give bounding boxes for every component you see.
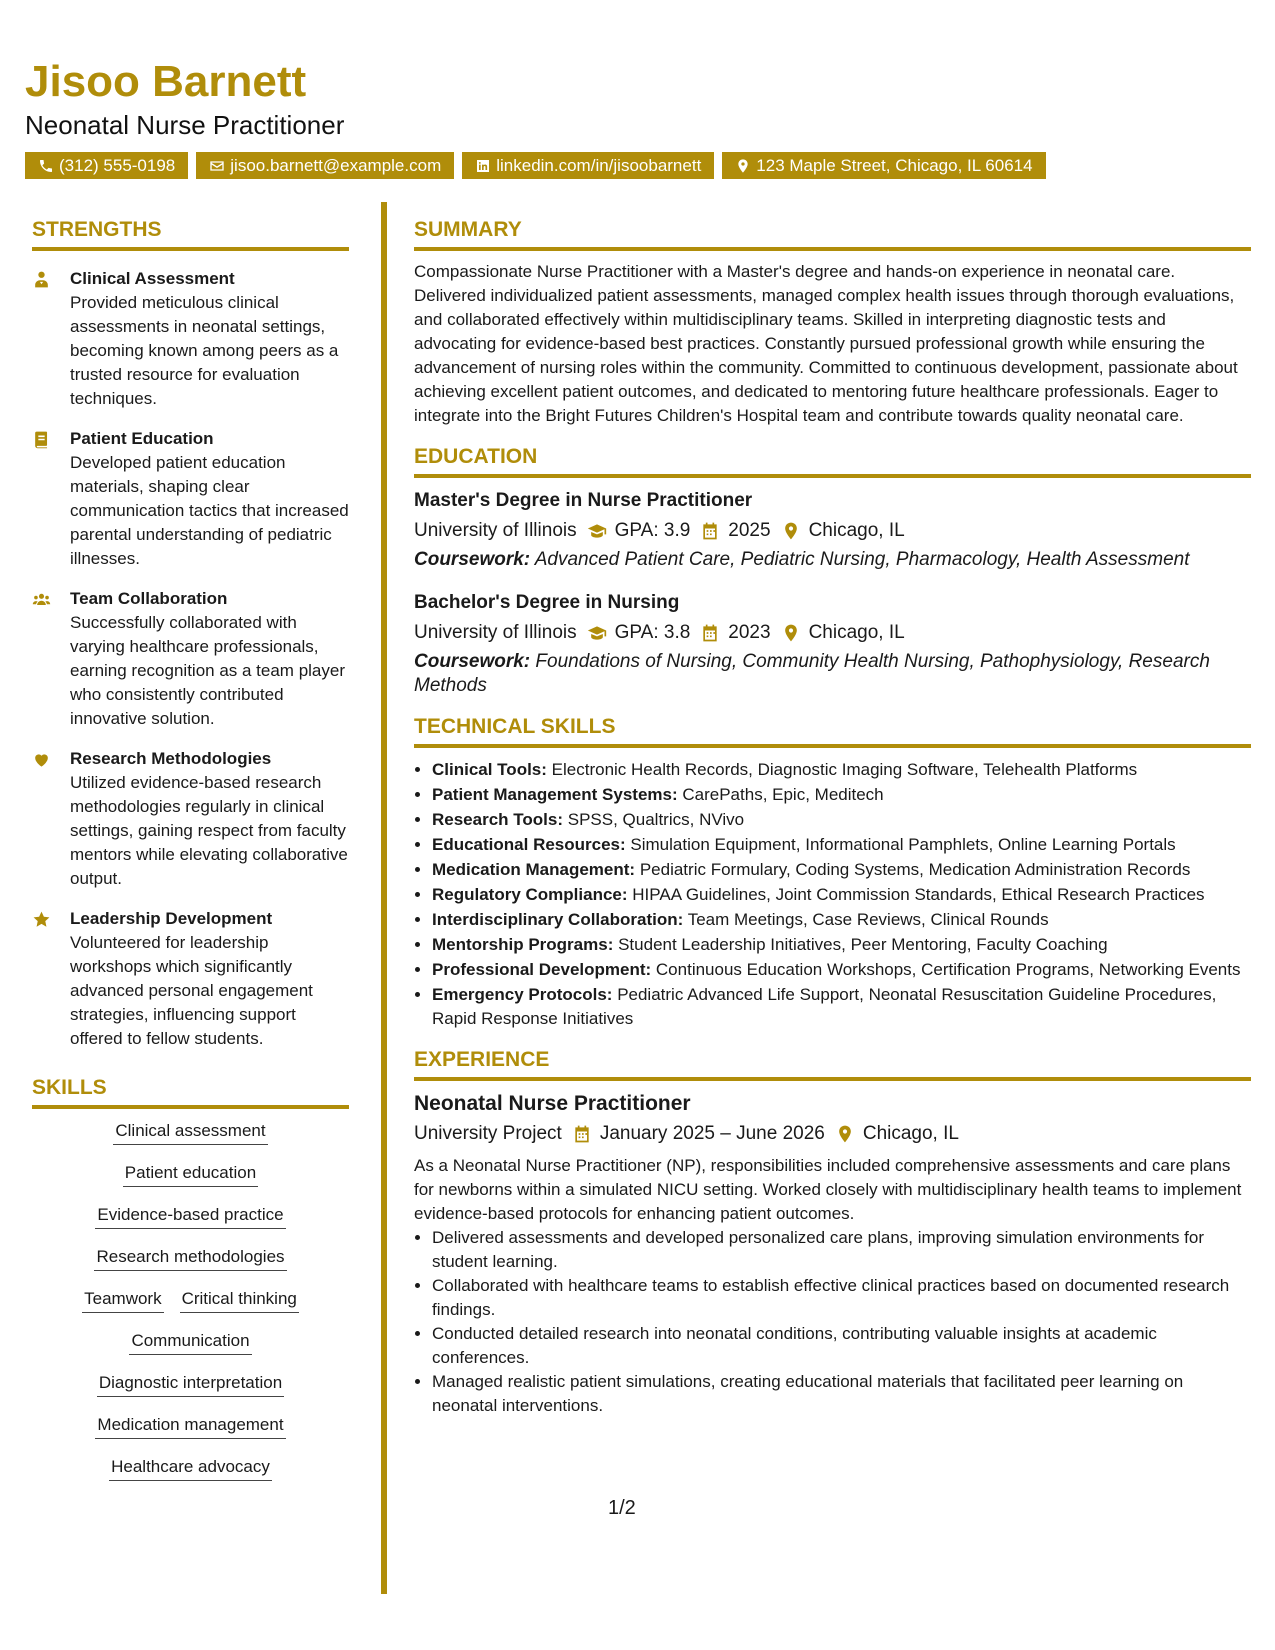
contact-email[interactable]: [196, 152, 454, 179]
skill-values: Continuous Education Workshops, Certification Programs, Networking Events: [655, 960, 1241, 980]
skills-list: [32, 1121, 349, 1481]
strength-item: [32, 587, 349, 731]
strength-desc: Volunteered for leadership workshops which significantly advanced personal engagement strategies, influencing support offered to fellow students.: [70, 933, 313, 1049]
degree-title: Bachelor's Degree in Nursing: [414, 592, 680, 614]
map-pin-icon: [781, 521, 801, 541]
skill-values: Electronic Health Records, Diagnostic Imaging Software, Telehealth Platforms: [551, 760, 1138, 780]
education-meta: [414, 619, 1251, 647]
strength-item: [32, 427, 349, 571]
page-number: 1/2: [608, 1497, 636, 1519]
job-location: Chicago, IL: [862, 1123, 959, 1145]
skill-values: CarePaths, Epic, Meditech: [682, 785, 884, 805]
list-item: [432, 758, 1251, 782]
column-divider: [381, 202, 387, 1594]
contact-phone-text: (312) 555-0198: [59, 155, 176, 175]
skill-category: Professional Development:: [432, 960, 652, 980]
degree-title: Master's Degree in Nurse Practitioner: [414, 490, 753, 512]
right-column: [414, 218, 1251, 1418]
organization: University Project: [414, 1123, 562, 1145]
candidate-role: Neonatal Nurse Practitioner: [25, 110, 345, 140]
strength-desc: Provided meticulous clinical assessments in neonatal settings, becoming known among peers as a trusted resource for evaluation techniques.: [70, 293, 339, 409]
skill-category: Emergency Protocols:: [432, 985, 613, 1005]
skill-category: Medication Management:: [432, 860, 636, 880]
school-location: Chicago, IL: [808, 520, 905, 542]
graduation-year: 2025: [728, 520, 771, 542]
skill-category: Regulatory Compliance:: [432, 885, 628, 905]
experience-heading: EXPERIENCE: [414, 1048, 1251, 1081]
strength-title: Patient Education: [70, 429, 214, 449]
coursework-list: Foundations of Nursing, Community Health Nursing, Pathophysiology, Research Methods: [414, 651, 1210, 697]
strength-item: [32, 907, 349, 1051]
skill-values: Pediatric Advanced Life Support, Neonatal Resuscitation Guideline Procedures, Rapid Response Initiatives: [432, 985, 1217, 1029]
list-item: [432, 933, 1251, 957]
skill-values: Simulation Equipment, Informational Pamphlets, Online Learning Portals: [630, 835, 1176, 855]
candidate-name: Jisoo Barnett: [25, 57, 307, 106]
skills-heading: SKILLS: [32, 1076, 349, 1109]
graduation-year: 2023: [728, 622, 771, 644]
calendar-icon: [572, 1124, 592, 1144]
list-item: [432, 908, 1251, 932]
job-dates: January 2025 – June 2026: [599, 1123, 825, 1145]
skill-tag: Teamwork: [82, 1289, 163, 1313]
technical-skills-list: [414, 758, 1251, 1031]
calendar-icon: [700, 623, 720, 643]
education-entry: [414, 488, 1251, 572]
skill-category: Interdisciplinary Collaboration:: [432, 910, 684, 930]
linkedin-icon: [475, 158, 491, 174]
skill-tag: Diagnostic interpretation: [97, 1373, 284, 1397]
list-item: [432, 833, 1251, 857]
graduation-cap-icon: [587, 521, 607, 541]
job-bullets: [414, 1226, 1251, 1418]
gpa: GPA: 3.8: [614, 622, 691, 644]
coursework-label: Coursework:: [414, 651, 531, 673]
list-item: [432, 783, 1251, 807]
strengths-heading: STRENGTHS: [32, 218, 349, 251]
skill-category: Educational Resources:: [432, 835, 626, 855]
skill-tag: Communication: [129, 1331, 251, 1355]
strength-item: [32, 267, 349, 411]
skill-category: Clinical Tools:: [432, 760, 547, 780]
contact-phone[interactable]: [25, 152, 188, 179]
school-location: Chicago, IL: [808, 622, 905, 644]
summary-text: Compassionate Nurse Practitioner with a Master's degree and hands-on experience in neonatal care. Delivered individualized patient assessments, managed complex health issues through thorough evaluations, and collaborated effectively within multidisciplinary teams. Skilled in interpreting diagnostic tests and advocating for evidence-based best practices. Constantly pursued professional growth while ensuring the advancement of nursing roles within the community. Committed to continuous development, passionate about achieving excellent patient outcomes, and dedicated to mentoring future healthcare professionals. Eager to integrate into the Bright Futures Children's Hospital team and contribute towards quality neonatal care.: [414, 262, 1238, 426]
graduation-cap-icon: [587, 623, 607, 643]
strength-desc: Developed patient education materials, shaping clear communication tactics that increased parental understanding of pediatric illnesses.: [70, 453, 349, 569]
coursework: [414, 650, 1251, 698]
list-item: • Conducted detailed research into neonatal conditions, contributing valuable insights at academic conferences.: [432, 1322, 1251, 1370]
contact-bar: [25, 152, 1046, 179]
skill-category: Patient Management Systems:: [432, 785, 678, 805]
coursework: [414, 548, 1251, 572]
contact-email-text: jisoo.barnett@example.com: [230, 155, 442, 175]
contact-address-text: 123 Maple Street, Chicago, IL 60614: [756, 155, 1033, 175]
education-heading: EDUCATION: [414, 445, 1251, 478]
users-icon: [32, 590, 51, 609]
list-item: • Delivered assessments and developed personalized care plans, improving simulation environments for student learning.: [432, 1226, 1251, 1274]
technical-skills-heading: TECHNICAL SKILLS: [414, 715, 1251, 748]
skill-tag: Clinical assessment: [113, 1121, 267, 1145]
skill-tag: Evidence-based practice: [95, 1205, 285, 1229]
skill-category: Research Tools:: [432, 810, 564, 830]
contact-address: [722, 152, 1045, 179]
skill-category: Mentorship Programs:: [432, 935, 614, 955]
doctor-icon: [32, 270, 51, 289]
skill-tag: Medication management: [95, 1415, 285, 1439]
list-item: [432, 958, 1251, 982]
experience-entry: [414, 1091, 1251, 1418]
list-item: [432, 808, 1251, 832]
coursework-list: Advanced Patient Care, Pediatric Nursing, Pharmacology, Health Assessment: [534, 549, 1190, 571]
education-meta: [414, 517, 1251, 545]
strength-desc: Utilized evidence-based research methodologies regularly in clinical settings, gaining respect from faculty mentors while elevating collaborative output.: [70, 773, 348, 889]
phone-icon: [38, 158, 54, 174]
skill-values: Student Leadership Initiatives, Peer Mentoring, Faculty Coaching: [618, 935, 1108, 955]
skill-tag: Critical thinking: [180, 1289, 299, 1313]
skill-tag: Research methodologies: [94, 1247, 286, 1271]
heart-icon: [32, 750, 51, 769]
list-item: • Managed realistic patient simulations, creating educational materials that facilitated peer learning on neonatal interventions.: [432, 1370, 1251, 1418]
skill-values: Team Meetings, Case Reviews, Clinical Rounds: [687, 910, 1049, 930]
coursework-label: Coursework:: [414, 549, 531, 571]
map-pin-icon: [735, 158, 751, 174]
skill-values: Pediatric Formulary, Coding Systems, Medication Administration Records: [639, 860, 1191, 880]
contact-linkedin-text: linkedin.com/in/jisoobarnett: [496, 155, 702, 175]
job-description: As a Neonatal Nurse Practitioner (NP), responsibilities included comprehensive assessments and care plans for newborns within a simulated NICU setting. Worked closely with multidisciplinary health teams to implement evidence-based protocols for enhancing patient outcomes.: [414, 1156, 1242, 1224]
skill-values: SPSS, Qualtrics, NVivo: [567, 810, 745, 830]
job-title: Neonatal Nurse Practitioner: [414, 1092, 691, 1116]
strength-item: [32, 747, 349, 891]
star-icon: [32, 910, 51, 929]
book-icon: [32, 430, 51, 449]
strength-desc: Successfully collaborated with varying healthcare professionals, earning recognition as a team player who consistently contributed innovative solution.: [70, 613, 345, 729]
calendar-icon: [700, 521, 720, 541]
left-column: [32, 218, 349, 1499]
education-entry: [414, 590, 1251, 698]
strength-title: Clinical Assessment: [70, 269, 235, 289]
list-item: [432, 858, 1251, 882]
map-pin-icon: [835, 1124, 855, 1144]
list-item: • Collaborated with healthcare teams to establish effective clinical practices based on documented research findings.: [432, 1274, 1251, 1322]
strength-title: Leadership Development: [70, 909, 273, 929]
list-item: [432, 883, 1251, 907]
map-pin-icon: [781, 623, 801, 643]
skill-values: HIPAA Guidelines, Joint Commission Standards, Ethical Research Practices: [632, 885, 1205, 905]
job-meta: [414, 1120, 1251, 1148]
summary-heading: SUMMARY: [414, 218, 1251, 251]
envelope-icon: [209, 158, 225, 174]
skill-tag: Patient education: [123, 1163, 258, 1187]
skill-tag: Healthcare advocacy: [109, 1457, 272, 1481]
contact-linkedin[interactable]: [462, 152, 714, 179]
list-item: [432, 983, 1251, 1031]
strength-title: Team Collaboration: [70, 589, 228, 609]
school-name: University of Illinois: [414, 520, 577, 542]
school-name: University of Illinois: [414, 622, 577, 644]
strength-title: Research Methodologies: [70, 749, 272, 769]
gpa: GPA: 3.9: [614, 520, 691, 542]
